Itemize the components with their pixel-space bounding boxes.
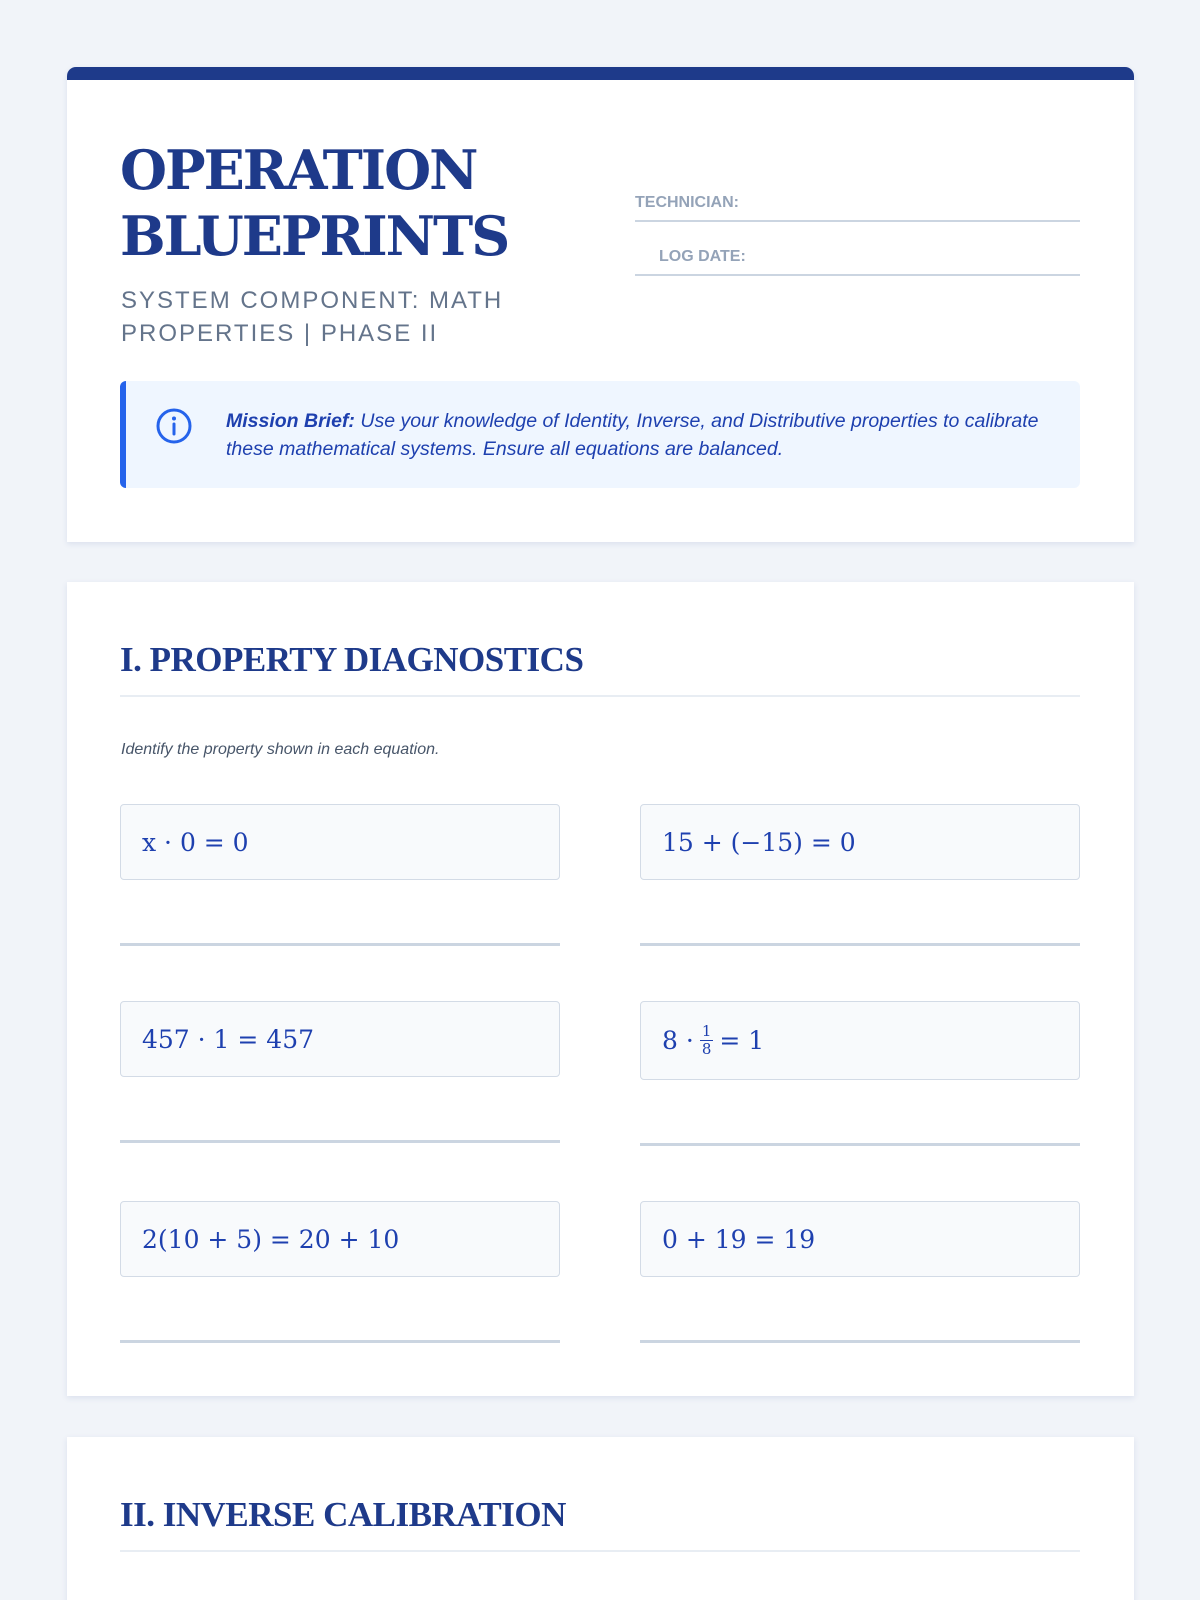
- equation-box: [120, 804, 560, 880]
- fraction-denominator: 8: [701, 1040, 712, 1058]
- section-inverse-calibration: [67, 1437, 1134, 1600]
- section-title: II. INVERSE CALIBRATION: [120, 1495, 566, 1534]
- technician-label: TECHNICIAN:: [635, 194, 739, 211]
- equation-box: [120, 1001, 560, 1077]
- section-title: I. PROPERTY DIAGNOSTICS: [120, 640, 584, 679]
- equation: 15 + (−15) = 0: [662, 827, 856, 857]
- section-divider: [120, 1550, 1080, 1552]
- problem-item: [120, 1201, 560, 1343]
- log-date-field[interactable]: [635, 242, 1080, 276]
- problem-item: [120, 1001, 560, 1143]
- equation: [662, 1024, 764, 1057]
- equation-prefix: 8 ·: [662, 1026, 694, 1055]
- equation: x · 0 = 0: [142, 827, 249, 857]
- section-property-diagnostics: [67, 582, 1134, 1396]
- fraction: [700, 1024, 714, 1057]
- equation: 2(10 + 5) = 20 + 10: [142, 1224, 400, 1254]
- page-subtitle: SYSTEM COMPONENT: MATH PROPERTIES | PHASE II: [121, 287, 504, 347]
- page-title: [120, 137, 508, 269]
- mission-brief: [120, 381, 1080, 488]
- problem-item: [120, 804, 560, 946]
- title-line-2: BLUEPRINTS: [120, 204, 509, 268]
- answer-line[interactable]: [120, 943, 560, 946]
- equation-box: [640, 804, 1080, 880]
- answer-line[interactable]: [640, 1340, 1080, 1343]
- equation-box: [640, 1201, 1080, 1277]
- answer-line[interactable]: [120, 1140, 560, 1143]
- info-circle-icon: [155, 407, 193, 445]
- section-instruction: Identify the property shown in each equation.: [121, 741, 440, 758]
- equation: 457 · 1 = 457: [142, 1024, 315, 1054]
- header-card: [67, 67, 1134, 542]
- answer-line[interactable]: [640, 1143, 1080, 1146]
- section-divider: [120, 695, 1080, 697]
- equation-suffix: = 1: [719, 1026, 765, 1055]
- meta-fields: [635, 188, 1080, 296]
- equation: 0 + 19 = 19: [662, 1224, 816, 1254]
- technician-field[interactable]: [635, 188, 1080, 222]
- mission-brief-body: Use your knowledge of Identity, Inverse, and Distributive properties to calibrate these mathematical systems. Ensure all equations are balanced.: [226, 410, 1039, 460]
- answer-line[interactable]: [120, 1340, 560, 1343]
- equation-box: [120, 1201, 560, 1277]
- title-line-1: OPERATION: [120, 138, 477, 202]
- log-date-label: LOG DATE:: [659, 248, 746, 265]
- problem-item: [640, 1201, 1080, 1343]
- equation-box: [640, 1001, 1080, 1080]
- mission-brief-text: [226, 407, 1066, 463]
- answer-line[interactable]: [640, 943, 1080, 946]
- problem-item: [640, 1001, 1080, 1146]
- mission-brief-label: Mission Brief:: [226, 410, 355, 432]
- fraction-numerator: 1: [701, 1022, 712, 1040]
- problem-item: [640, 804, 1080, 946]
